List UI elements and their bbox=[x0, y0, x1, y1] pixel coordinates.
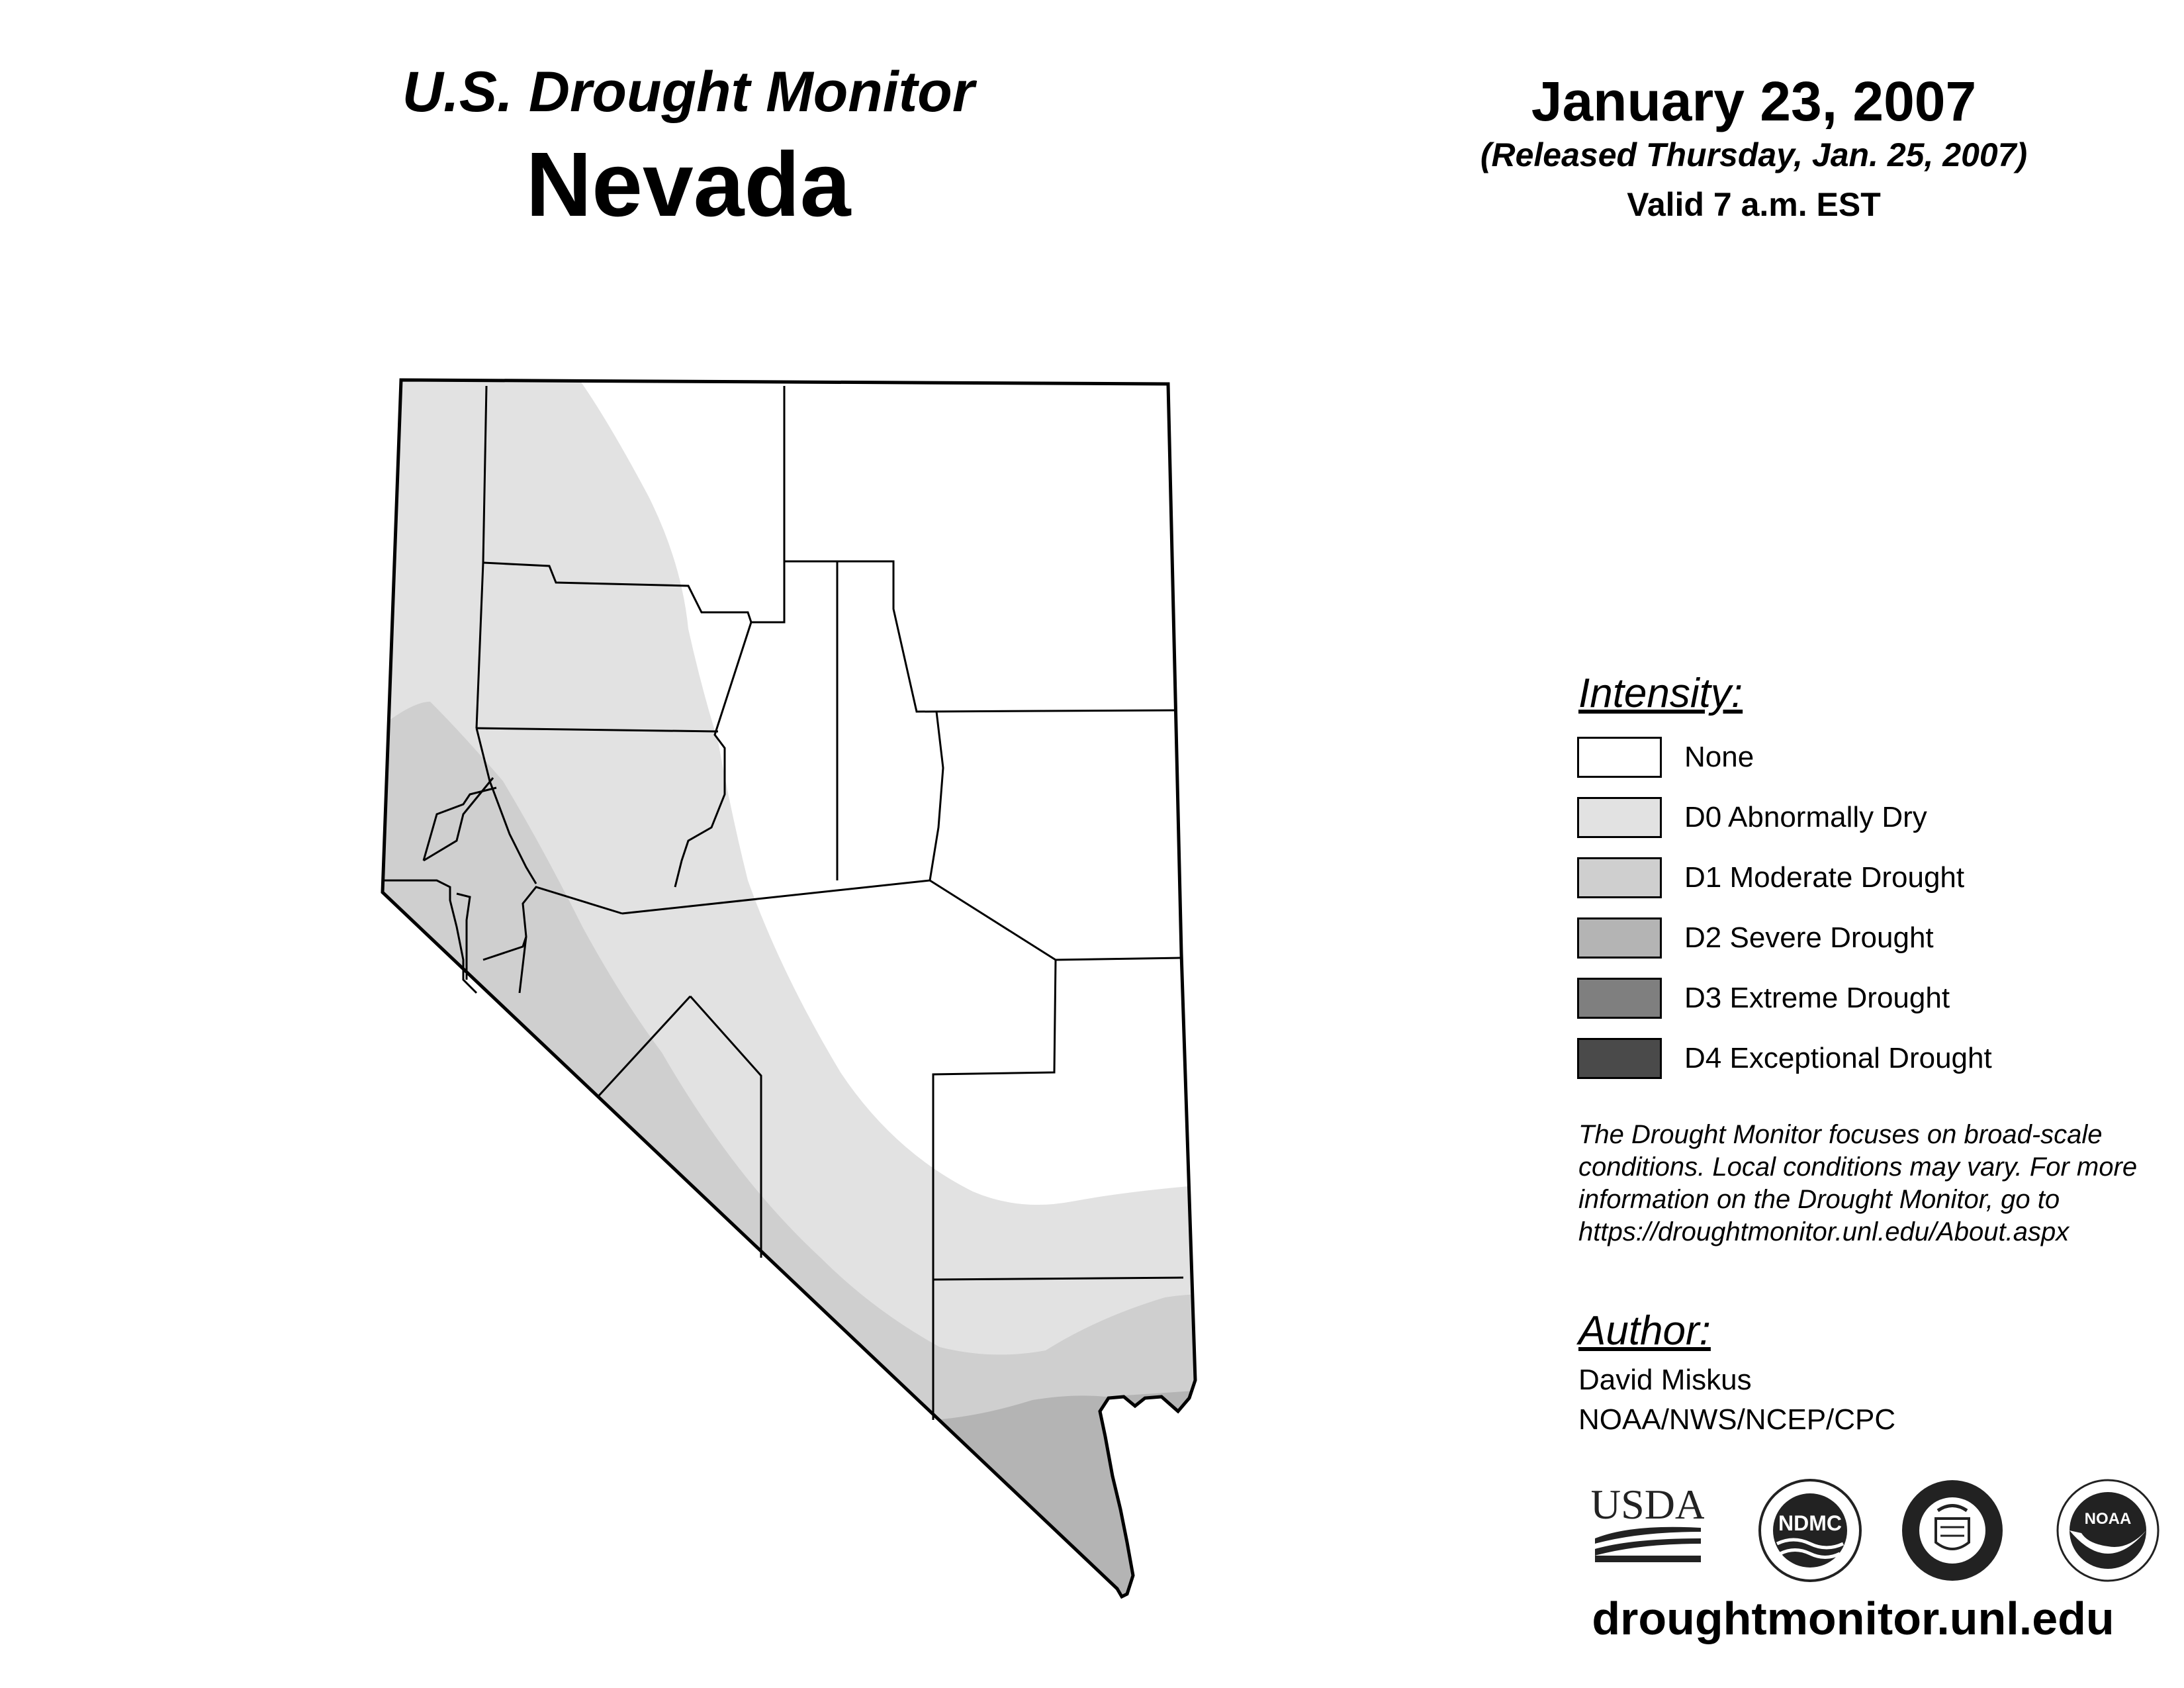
author-heading: Author: bbox=[1578, 1308, 1711, 1354]
author-org: NOAA/NWS/NCEP/CPC bbox=[1578, 1403, 1896, 1436]
legend-swatch bbox=[1577, 797, 1662, 838]
legend-label: D2 Severe Drought bbox=[1684, 921, 1934, 954]
ndmc-logo-text: NDMC bbox=[1778, 1511, 1842, 1535]
disclaimer-url: https://droughtmonitor.unl.edu/About.aspx bbox=[1578, 1217, 2070, 1246]
legend-swatch bbox=[1577, 978, 1662, 1019]
legend-swatch bbox=[1577, 737, 1662, 778]
disclaimer-line: The Drought Monitor focuses on broad-scale bbox=[1578, 1120, 2103, 1149]
map-date: January 23, 2007 bbox=[1531, 70, 1977, 132]
noaa-logo-text: NOAA bbox=[2084, 1510, 2132, 1528]
noaa-logo bbox=[2055, 1477, 2161, 1587]
legend-label: D3 Extreme Drought bbox=[1684, 982, 1950, 1014]
footer-url[interactable]: droughtmonitor.unl.edu bbox=[1592, 1593, 2115, 1644]
legend-label: D1 Moderate Drought bbox=[1684, 861, 1965, 894]
state-name: Nevada bbox=[525, 134, 851, 236]
disclaimer-line: conditions. Local conditions may vary. For more bbox=[1578, 1152, 2138, 1182]
legend-swatch bbox=[1577, 917, 1662, 959]
usda-logo bbox=[1592, 1477, 1704, 1567]
usda-logo-text: USDA bbox=[1592, 1481, 1704, 1528]
release-date: (Released Thursday, Jan. 25, 2007) bbox=[1480, 136, 2028, 173]
commerce-seal-logo bbox=[1899, 1477, 2005, 1587]
disclaimer-line: information on the Drought Monitor, go to bbox=[1578, 1185, 2060, 1214]
legend-label: D4 Exceptional Drought bbox=[1684, 1042, 1992, 1074]
legend-label: None bbox=[1684, 741, 1754, 773]
legend-swatch bbox=[1577, 857, 1662, 898]
ndmc-logo bbox=[1757, 1477, 1863, 1587]
disclaimer-text bbox=[1578, 1119, 2174, 1248]
valid-time: Valid 7 a.m. EST bbox=[1627, 186, 1881, 223]
legend-heading: Intensity: bbox=[1578, 671, 1743, 716]
legend-label: D0 Abnormally Dry bbox=[1684, 801, 1927, 833]
map-title: U.S. Drought Monitor bbox=[402, 60, 975, 124]
author-name: David Miskus bbox=[1578, 1364, 1752, 1396]
legend-swatch bbox=[1577, 1038, 1662, 1079]
